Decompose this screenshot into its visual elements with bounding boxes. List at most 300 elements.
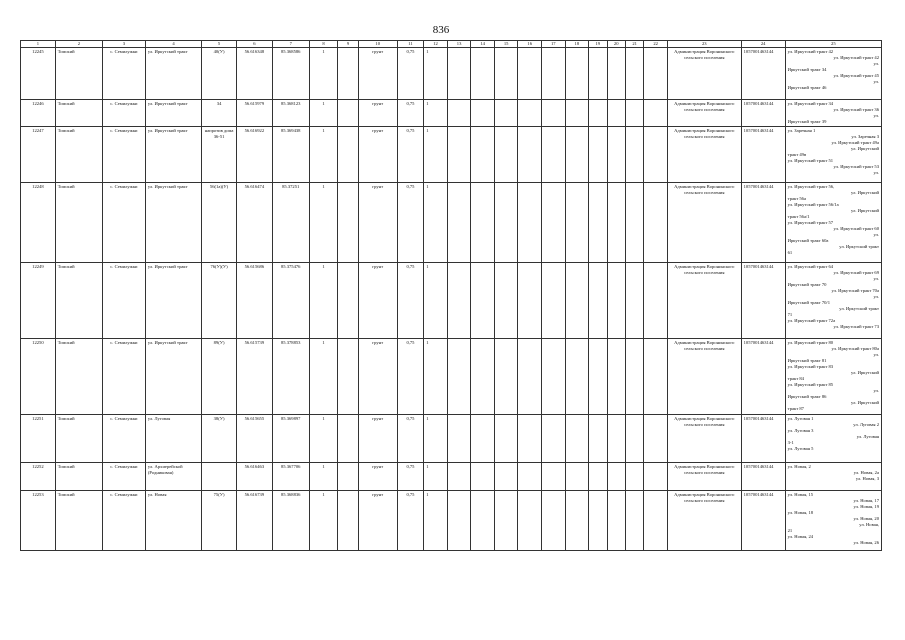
- empty-cell: [565, 463, 589, 491]
- empty-cell: [518, 183, 542, 263]
- address-line: ул.: [873, 232, 879, 237]
- column-number-cell: 3: [102, 41, 145, 48]
- served-addresses-cell: [785, 183, 881, 263]
- empty-cell: [518, 415, 542, 463]
- table-row: [21, 183, 882, 263]
- empty-cell: [589, 415, 607, 463]
- column-number-cell: 9: [338, 41, 358, 48]
- address-line: ул. Новая, 3: [855, 476, 879, 481]
- empty-cell: [494, 48, 518, 100]
- empty-cell: [494, 491, 518, 551]
- longitude-cell: 85.37251: [272, 183, 309, 263]
- empty-cell: [447, 463, 471, 491]
- address-line: ул. Новая, 20: [853, 516, 879, 521]
- address-line: ул. Иркутский: [850, 400, 879, 405]
- surface-cell: грунт: [358, 127, 397, 183]
- area-cell: 0,75: [397, 463, 424, 491]
- empty-cell: [447, 100, 471, 127]
- col9-cell: [338, 415, 358, 463]
- table-body: [21, 41, 882, 551]
- address-line: ул. Иркутский тракт 70а: [831, 288, 879, 293]
- district-cell: Томский: [55, 463, 102, 491]
- empty-cell: [494, 263, 518, 339]
- address-line: ул. Иркутский тракт 60: [833, 226, 879, 231]
- house-cell: 76(У)(У): [202, 263, 237, 339]
- record-id-cell: 12251: [21, 415, 56, 463]
- empty-cell: [589, 100, 607, 127]
- empty-cell: [644, 127, 668, 183]
- address-line: ул. Иркутский тракт 73: [833, 324, 879, 329]
- address-line: Иркутский тракт 81: [787, 358, 827, 363]
- longitude-cell: 85.369438: [272, 127, 309, 183]
- address-line: ул. Иркутский: [850, 190, 879, 195]
- empty-cell: [447, 415, 471, 463]
- address-line: Иркутский тракт 46: [787, 85, 827, 90]
- column-number-cell: 17: [542, 41, 566, 48]
- street-cell: ул. Архиерейской (Родниковая): [145, 463, 201, 491]
- empty-cell: [471, 48, 495, 100]
- empty-cell: [542, 415, 566, 463]
- col12-cell: 1: [424, 339, 448, 415]
- empty-cell: [542, 48, 566, 100]
- house-cell: 38(У): [202, 415, 237, 463]
- empty-cell: [565, 100, 589, 127]
- column-number-cell: 14: [471, 41, 495, 48]
- registry-table: [20, 40, 882, 551]
- organization-cell: Администрация Воронинского сельского поселения: [667, 339, 741, 415]
- col12-cell: 1: [424, 491, 448, 551]
- empty-cell: [518, 100, 542, 127]
- column-number-cell: 20: [607, 41, 625, 48]
- ogrn-cell: 1057001463144: [741, 339, 785, 415]
- address-line: ул. Иркутский тракт 53: [833, 164, 879, 169]
- empty-cell: [447, 263, 471, 339]
- column-number-cell: 11: [397, 41, 424, 48]
- district-cell: Томский: [55, 415, 102, 463]
- col8-cell: 1: [309, 339, 338, 415]
- organization-cell: Администрация Воронинского сельского поселения: [667, 491, 741, 551]
- address-line: тракт 56а/1: [787, 214, 810, 219]
- col12-cell: 1: [424, 183, 448, 263]
- table-row: [21, 491, 882, 551]
- address-line: 71: [787, 312, 793, 317]
- district-cell: Томский: [55, 183, 102, 263]
- empty-cell: [471, 339, 495, 415]
- area-cell: 0,75: [397, 491, 424, 551]
- district-cell: Томский: [55, 263, 102, 339]
- organization-cell: Администрация Воронинского сельского поселения: [667, 183, 741, 263]
- empty-cell: [518, 127, 542, 183]
- col8-cell: 1: [309, 127, 338, 183]
- settlement-cell: с. Семилужки: [102, 463, 145, 491]
- settlement-cell: с. Семилужки: [102, 48, 145, 100]
- address-line: ул. Новая, 24: [787, 534, 814, 539]
- latitude-cell: 56.615655: [236, 415, 272, 463]
- served-addresses-cell: [785, 463, 881, 491]
- record-id-cell: 12247: [21, 127, 56, 183]
- empty-cell: [607, 127, 625, 183]
- empty-cell: [589, 491, 607, 551]
- empty-cell: [644, 263, 668, 339]
- address-line: ул. Заречная 3: [851, 134, 879, 139]
- longitude-cell: 85.367706: [272, 463, 309, 491]
- address-line: ул. Луговая 1: [787, 416, 814, 421]
- ogrn-cell: 1057001463144: [741, 100, 785, 127]
- latitude-cell: 56.615686: [236, 263, 272, 339]
- served-addresses-cell: [785, 48, 881, 100]
- address-line: ул.: [873, 388, 879, 393]
- address-line: ул. Луговая: [856, 434, 879, 439]
- col12-cell: 1: [424, 463, 448, 491]
- house-cell: 75(У): [202, 491, 237, 551]
- address-line: тракт 84: [787, 376, 804, 381]
- empty-cell: [625, 339, 643, 415]
- empty-cell: [471, 463, 495, 491]
- empty-cell: [542, 463, 566, 491]
- column-number-cell: 15: [494, 41, 518, 48]
- col8-cell: 1: [309, 48, 338, 100]
- surface-cell: грунт: [358, 48, 397, 100]
- col8-cell: 1: [309, 183, 338, 263]
- area-cell: 0,75: [397, 339, 424, 415]
- empty-cell: [625, 263, 643, 339]
- empty-cell: [471, 263, 495, 339]
- col9-cell: [338, 263, 358, 339]
- organization-cell: Администрация Воронинского сельского поселения: [667, 100, 741, 127]
- table-row: [21, 339, 882, 415]
- empty-cell: [471, 415, 495, 463]
- empty-cell: [565, 263, 589, 339]
- house-cell: [202, 463, 237, 491]
- settlement-cell: с. Семилужки: [102, 263, 145, 339]
- organization-cell: Администрация Воронинского сельского поселения: [667, 415, 741, 463]
- column-number-cell: 1: [21, 41, 56, 48]
- ogrn-cell: 1057001463144: [741, 183, 785, 263]
- col9-cell: [338, 48, 358, 100]
- empty-cell: [542, 263, 566, 339]
- latitude-cell: 56.616474: [236, 183, 272, 263]
- address-line: Иркутский тракт 34: [787, 67, 827, 72]
- empty-cell: [565, 183, 589, 263]
- table-row: [21, 263, 882, 339]
- ogrn-cell: 1057001463144: [741, 127, 785, 183]
- empty-cell: [625, 100, 643, 127]
- longitude-cell: 85.368586: [272, 48, 309, 100]
- empty-cell: [565, 339, 589, 415]
- column-number-cell: 25: [785, 41, 881, 48]
- address-line: ул. Заречная 1: [787, 128, 816, 133]
- house-cell: 89(У): [202, 339, 237, 415]
- empty-cell: [447, 183, 471, 263]
- settlement-cell: с. Семилужки: [102, 339, 145, 415]
- empty-cell: [565, 491, 589, 551]
- empty-cell: [644, 48, 668, 100]
- served-addresses-cell: [785, 263, 881, 339]
- address-line: ул. Иркутский тракт 45: [833, 73, 879, 78]
- empty-cell: [447, 127, 471, 183]
- surface-cell: грунт: [358, 415, 397, 463]
- empty-cell: [518, 48, 542, 100]
- surface-cell: грунт: [358, 263, 397, 339]
- surface-cell: грунт: [358, 463, 397, 491]
- column-number-cell: 19: [589, 41, 607, 48]
- address-line: Иркутский тракт 70/1: [787, 300, 830, 305]
- empty-cell: [589, 463, 607, 491]
- street-cell: ул. Иркутский тракт: [145, 127, 201, 183]
- latitude-cell: 56.616348: [236, 48, 272, 100]
- longitude-cell: 85.375476: [272, 263, 309, 339]
- empty-cell: [625, 183, 643, 263]
- table-row: [21, 415, 882, 463]
- area-cell: 0,75: [397, 100, 424, 127]
- surface-cell: грунт: [358, 100, 397, 127]
- address-line: ул. Луговая 3: [787, 428, 814, 433]
- table-row: [21, 100, 882, 127]
- address-line: ул. Новая, 18: [787, 510, 814, 515]
- col12-cell: 1: [424, 127, 448, 183]
- address-line: ул. Иркутский тракт 42: [787, 49, 834, 54]
- record-id-cell: 12250: [21, 339, 56, 415]
- empty-cell: [494, 339, 518, 415]
- column-number-cell: 23: [667, 41, 741, 48]
- empty-cell: [589, 183, 607, 263]
- col8-cell: 1: [309, 491, 338, 551]
- empty-cell: [542, 339, 566, 415]
- organization-cell: Администрация Воронинского сельского поселения: [667, 263, 741, 339]
- empty-cell: [518, 491, 542, 551]
- empty-cell: [494, 100, 518, 127]
- empty-cell: [625, 491, 643, 551]
- empty-cell: [607, 463, 625, 491]
- column-number-cell: 10: [358, 41, 397, 48]
- table-row: [21, 463, 882, 491]
- settlement-cell: с. Семилужки: [102, 491, 145, 551]
- empty-cell: [565, 48, 589, 100]
- empty-cell: [589, 339, 607, 415]
- district-cell: Томский: [55, 491, 102, 551]
- col12-cell: 1: [424, 100, 448, 127]
- address-line: ул. Иркутский тракт 80: [787, 340, 834, 345]
- record-id-cell: 12252: [21, 463, 56, 491]
- empty-cell: [644, 491, 668, 551]
- empty-cell: [471, 100, 495, 127]
- col8-cell: 1: [309, 463, 338, 491]
- empty-cell: [447, 48, 471, 100]
- column-number-cell: 5: [202, 41, 237, 48]
- house-cell: 40(У): [202, 48, 237, 100]
- empty-cell: [607, 263, 625, 339]
- column-number-row: [21, 41, 882, 48]
- address-line: тракт 87: [787, 406, 804, 411]
- empty-cell: [565, 127, 589, 183]
- address-line: ул. Иркутский тракт 83: [787, 364, 834, 369]
- house-cell: напротив дома 36-51: [202, 127, 237, 183]
- empty-cell: [644, 415, 668, 463]
- address-line: ул. Иркутский тракт 80а: [831, 346, 879, 351]
- street-cell: ул. Иркутский тракт: [145, 263, 201, 339]
- address-line: ул.: [873, 113, 879, 118]
- street-cell: ул. Иркутский тракт: [145, 183, 201, 263]
- served-addresses-cell: [785, 415, 881, 463]
- address-line: ул. Иркутский тракт 49а: [831, 140, 879, 145]
- address-line: ул.: [873, 352, 879, 357]
- area-cell: 0,75: [397, 127, 424, 183]
- ogrn-cell: 1057001463144: [741, 263, 785, 339]
- record-id-cell: 12246: [21, 100, 56, 127]
- col9-cell: [338, 339, 358, 415]
- empty-cell: [494, 183, 518, 263]
- column-number-cell: 2: [55, 41, 102, 48]
- latitude-cell: 56.616739: [236, 491, 272, 551]
- street-cell: ул. Луговая: [145, 415, 201, 463]
- col8-cell: 1: [309, 100, 338, 127]
- longitude-cell: 85.368123: [272, 100, 309, 127]
- empty-cell: [589, 127, 607, 183]
- settlement-cell: с. Семилужки: [102, 100, 145, 127]
- address-line: ул. Новая, 19: [853, 504, 879, 509]
- address-line: ул. Иркутский тракт 34: [787, 101, 834, 106]
- street-cell: ул. Новая: [145, 491, 201, 551]
- district-cell: Томский: [55, 100, 102, 127]
- page-number: 836: [432, 24, 450, 36]
- col9-cell: [338, 491, 358, 551]
- col12-cell: 1: [424, 48, 448, 100]
- served-addresses-cell: [785, 339, 881, 415]
- address-line: ул. Новая, 17: [853, 498, 879, 503]
- empty-cell: [542, 183, 566, 263]
- address-line: Иркутский тракт 39: [787, 119, 827, 124]
- empty-cell: [607, 100, 625, 127]
- empty-cell: [494, 127, 518, 183]
- address-line: ул. Иркутский тракт 64: [787, 264, 834, 269]
- column-number-cell: 4: [145, 41, 201, 48]
- record-id-cell: 12253: [21, 491, 56, 551]
- address-line: ул. Новая,: [859, 522, 879, 527]
- address-line: ул. Иркутский: [850, 370, 879, 375]
- record-id-cell: 12248: [21, 183, 56, 263]
- col12-cell: 1: [424, 415, 448, 463]
- ogrn-cell: 1057001463144: [741, 415, 785, 463]
- district-cell: Томский: [55, 127, 102, 183]
- empty-cell: [625, 48, 643, 100]
- organization-cell: Администрация Воронинского сельского поселения: [667, 48, 741, 100]
- empty-cell: [542, 127, 566, 183]
- column-number-cell: 24: [741, 41, 785, 48]
- street-cell: ул. Иркутский тракт: [145, 48, 201, 100]
- address-line: ул. Иркутский тракт 42: [833, 55, 879, 60]
- empty-cell: [565, 415, 589, 463]
- table-row: [21, 127, 882, 183]
- street-cell: ул. Иркутский тракт: [145, 100, 201, 127]
- address-line: ул. Иркутский тракт: [839, 244, 879, 249]
- col8-cell: 1: [309, 415, 338, 463]
- latitude-cell: 56.616922: [236, 127, 272, 183]
- served-addresses-cell: [785, 491, 881, 551]
- address-line: ул.: [873, 61, 879, 66]
- empty-cell: [447, 339, 471, 415]
- address-line: ул. Иркутский тракт 51: [787, 158, 834, 163]
- surface-cell: грунт: [358, 183, 397, 263]
- longitude-cell: 85.378853: [272, 339, 309, 415]
- area-cell: 0,75: [397, 48, 424, 100]
- address-line: ул. Иркутский тракт 56/1а: [787, 202, 839, 207]
- district-cell: Томский: [55, 48, 102, 100]
- column-number-cell: 12: [424, 41, 448, 48]
- address-line: ул.: [873, 79, 879, 84]
- table-row: [21, 48, 882, 100]
- column-number-cell: 7: [272, 41, 309, 48]
- area-cell: 0,75: [397, 415, 424, 463]
- area-cell: 0,75: [397, 183, 424, 263]
- street-cell: ул. Иркутский тракт: [145, 339, 201, 415]
- settlement-cell: с. Семилужки: [102, 415, 145, 463]
- empty-cell: [625, 127, 643, 183]
- address-line: тракт 56а: [787, 196, 806, 201]
- column-number-cell: 22: [644, 41, 668, 48]
- ogrn-cell: 1057001463144: [741, 463, 785, 491]
- organization-cell: Администрация Воронинского сельского поселения: [667, 127, 741, 183]
- address-line: ул.: [873, 276, 879, 281]
- address-line: ул. Иркутский тракт: [839, 306, 879, 311]
- empty-cell: [589, 48, 607, 100]
- settlement-cell: с. Семилужки: [102, 127, 145, 183]
- area-cell: 0,75: [397, 263, 424, 339]
- house-cell: 56(1а)(У): [202, 183, 237, 263]
- address-line: ул. Новая, 26: [853, 540, 879, 545]
- address-line: ул. Иркутский тракт 69: [833, 270, 879, 275]
- empty-cell: [518, 339, 542, 415]
- col9-cell: [338, 183, 358, 263]
- column-number-cell: 6: [236, 41, 272, 48]
- served-addresses-cell: [785, 100, 881, 127]
- empty-cell: [625, 463, 643, 491]
- empty-cell: [589, 263, 607, 339]
- empty-cell: [518, 263, 542, 339]
- address-line: ул. Иркутский тракт 72а: [787, 318, 836, 323]
- ogrn-cell: 1057001463144: [741, 491, 785, 551]
- col9-cell: [338, 127, 358, 183]
- address-line: ул.: [873, 170, 879, 175]
- address-line: ул. Луговая 2: [853, 422, 879, 427]
- empty-cell: [542, 491, 566, 551]
- empty-cell: [607, 491, 625, 551]
- served-addresses-cell: [785, 127, 881, 183]
- surface-cell: грунт: [358, 491, 397, 551]
- record-id-cell: 12245: [21, 48, 56, 100]
- longitude-cell: 85.368836: [272, 491, 309, 551]
- col9-cell: [338, 100, 358, 127]
- address-line: ул. Иркутский тракт 36: [833, 107, 879, 112]
- empty-cell: [644, 100, 668, 127]
- address-line: ул.: [873, 294, 879, 299]
- column-number-cell: 21: [625, 41, 643, 48]
- surface-cell: грунт: [358, 339, 397, 415]
- address-line: 3-1: [787, 440, 794, 445]
- empty-cell: [607, 183, 625, 263]
- address-line: ул. Иркутский тракт 56,: [787, 184, 835, 189]
- empty-cell: [518, 463, 542, 491]
- address-line: Иркутский тракт 60а: [787, 238, 829, 243]
- organization-cell: Администрация Воронинского сельского поселения: [667, 463, 741, 491]
- address-line: ул. Иркутский тракт 57: [787, 220, 834, 225]
- empty-cell: [542, 100, 566, 127]
- empty-cell: [494, 463, 518, 491]
- column-number-cell: 13: [447, 41, 471, 48]
- latitude-cell: 56.615979: [236, 100, 272, 127]
- empty-cell: [625, 415, 643, 463]
- address-line: Иркутский тракт 70: [787, 282, 827, 287]
- address-line: ул. Новая, 2а: [853, 470, 879, 475]
